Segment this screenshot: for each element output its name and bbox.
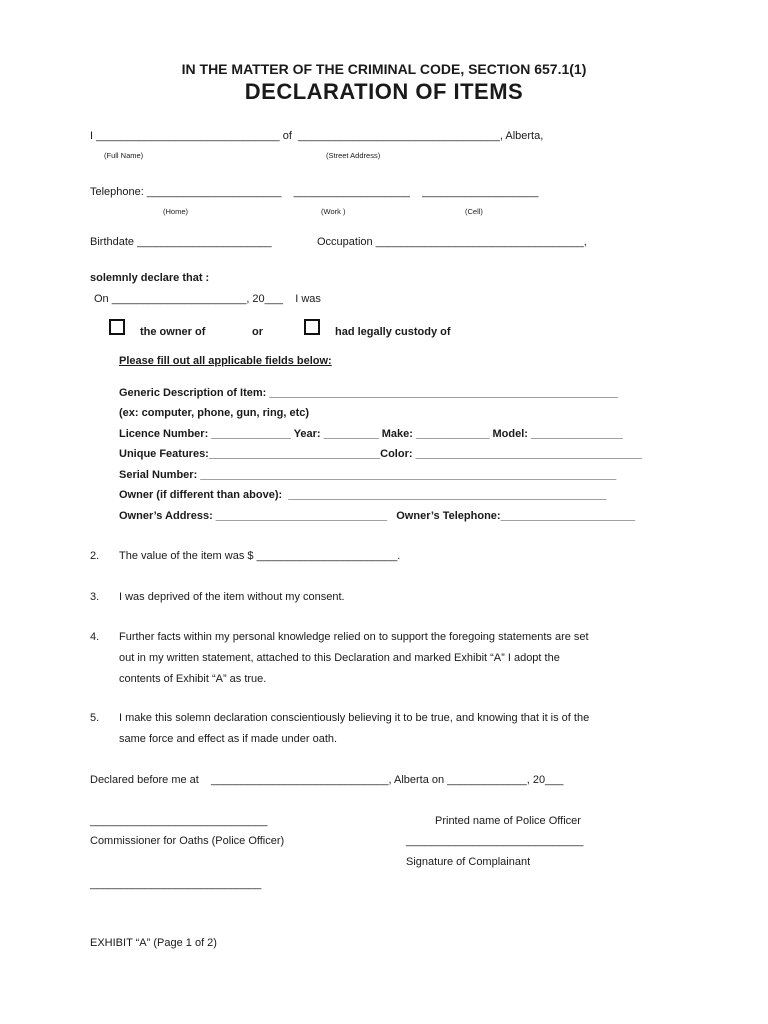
printed-officer-name-label: Printed name of Police Officer xyxy=(435,815,581,827)
generic-description-field[interactable]: Generic Description of Item: _________________________________________________________ xyxy=(119,387,619,399)
full-name-hint: (Full Name) xyxy=(104,151,144,160)
custody-label: had legally custody of xyxy=(335,326,451,338)
or-label: or xyxy=(252,326,263,338)
statement-5-number: 5. xyxy=(90,712,100,724)
birthdate-line[interactable]: Birthdate ______________________ xyxy=(90,236,272,248)
statement-4-line-1: Further facts within my personal knowledge relied on to support the foregoing statements are set xyxy=(119,631,589,643)
telephone-line[interactable]: Telephone: ______________________ ___________________ ___________________ xyxy=(90,186,539,198)
statement-5-line-2: same force and effect as if made under oath. xyxy=(119,733,338,745)
owner-address-telephone-field[interactable]: Owner’s Address: ____________________________ Owner’s Telephone:______________________ xyxy=(119,510,636,522)
unique-features-color-field[interactable]: Unique Features:____________________________Color: _____________________________________ xyxy=(119,448,642,460)
matter-heading: IN THE MATTER OF THE CRIMINAL CODE, SECTION 657.1(1) xyxy=(181,61,587,77)
bottom-signature-line[interactable]: ____________________________ xyxy=(90,878,262,890)
occupation-line[interactable]: Occupation __________________________________, xyxy=(317,236,587,248)
licence-year-make-model-field[interactable]: Licence Number: _____________ Year: _________ Make: ____________ Model: _______________ xyxy=(119,428,623,440)
exhibit-footer: EXHIBIT “A” (Page 1 of 2) xyxy=(90,937,217,949)
statement-2-text[interactable]: The value of the item was $ _______________________. xyxy=(119,550,401,562)
statement-3-text: I was deprived of the item without my consent. xyxy=(119,591,345,603)
statement-4-number: 4. xyxy=(90,631,100,643)
street-address-hint: (Street Address) xyxy=(326,151,381,160)
date-was-line[interactable]: On ______________________, 20___ I was xyxy=(94,293,321,305)
statement-4-line-3: contents of Exhibit “A” as true. xyxy=(119,673,267,685)
item-example-note: (ex: computer, phone, gun, ring, etc) xyxy=(119,407,310,419)
complainant-signature-label: Signature of Complainant xyxy=(406,856,531,868)
officer-name-line[interactable]: _____________________________ xyxy=(406,835,584,847)
statement-5-line-1: I make this solemn declaration conscientiously believing it to be true, and knowing that it is of the xyxy=(119,712,590,724)
owner-field[interactable]: Owner (if different than above): ____________________________________________________ xyxy=(119,489,607,501)
owner-label: the owner of xyxy=(140,326,206,338)
custody-checkbox[interactable] xyxy=(304,319,320,335)
statement-2-number: 2. xyxy=(90,550,100,562)
cell-phone-hint: (Cell) xyxy=(465,207,483,216)
owner-checkbox[interactable] xyxy=(109,319,125,335)
home-phone-hint: (Home) xyxy=(163,207,189,216)
solemnly-declare-label: solemnly declare that : xyxy=(90,272,210,284)
name-address-line[interactable]: I ______________________________ of _________________________________, Alberta, xyxy=(90,130,544,142)
commissioner-label: Commissioner for Oaths (Police Officer) xyxy=(90,835,285,847)
serial-number-field[interactable]: Serial Number: ____________________________________________________________________ xyxy=(119,469,617,481)
page-title: DECLARATION OF ITEMS xyxy=(244,79,524,104)
declared-before-line[interactable]: Declared before me at _____________________________, Alberta on _____________, 20___ xyxy=(90,774,564,786)
commissioner-signature-line[interactable]: _____________________________ xyxy=(90,815,268,827)
statement-4-line-2: out in my written statement, attached to this Declaration and marked Exhibit “A” I adopt the xyxy=(119,652,560,664)
work-phone-hint: (Work ) xyxy=(321,207,346,216)
fill-instruction: Please fill out all applicable fields below: xyxy=(119,355,332,367)
statement-3-number: 3. xyxy=(90,591,100,603)
